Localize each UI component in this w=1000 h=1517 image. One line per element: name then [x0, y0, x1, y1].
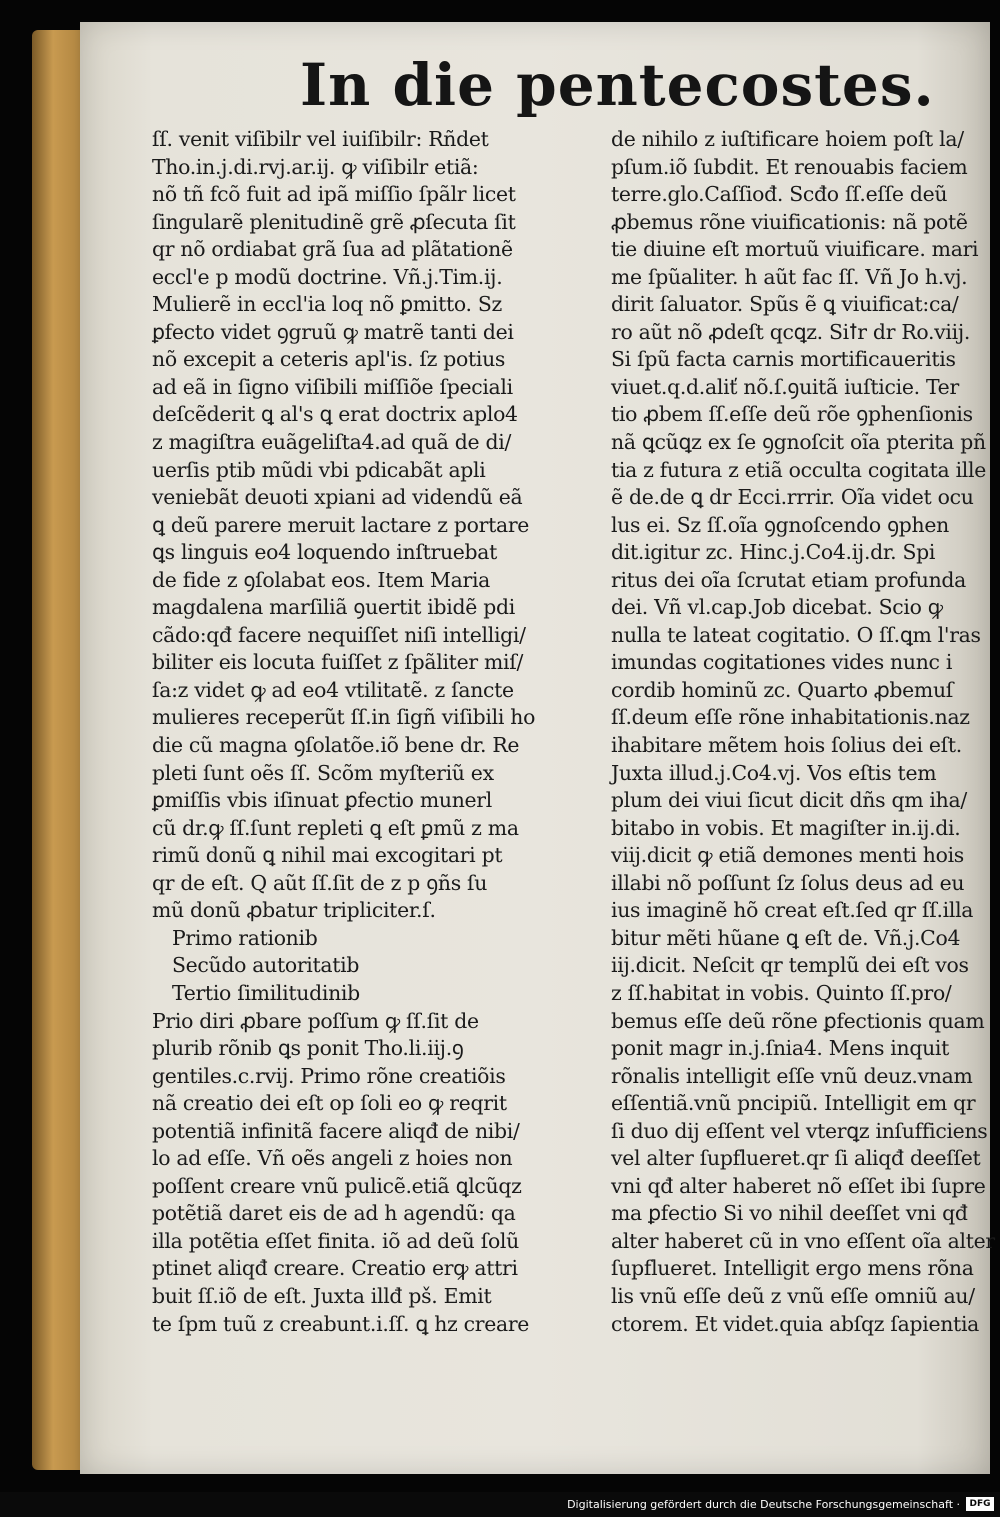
text-line: ius imaginẽ hõ creat eſt.ſed qr ſſ.illa — [611, 898, 974, 923]
text-line: ꝓbemus rõne viuificationis: nã potẽ — [611, 209, 968, 234]
text-line: qr de eſt. Q aũt ſſ.ſit de z p ꝯñs ſu — [152, 870, 488, 895]
text-line: Prio diri ꝓbare poſſum ꝙ ſſ.ſit de — [152, 1008, 479, 1033]
text-line: Mulierẽ in eccl'ia loq nõ ꝑmitto. Sz — [152, 292, 502, 317]
text-line: potẽtiã daret eis de ad h agendũ: qa — [152, 1201, 516, 1226]
text-line: alter haberet cũ in vno eſſent oĩa alter — [611, 1228, 995, 1253]
text-line: viuet.q.d.aliť nõ.ſ.ꝯuitã iuſticie. Ter — [611, 374, 959, 399]
text-line: Tertio ſimilitudinib — [172, 980, 360, 1005]
text-line: de nihilo z iuſtificare hoiem poſt la/ — [611, 127, 964, 151]
text-line: magdalena marſiliã ꝯuertit ibidẽ pdi — [152, 595, 515, 620]
text-line: z magiſtra euãgeliſta4.ad quã de di/ — [152, 430, 512, 455]
text-line: qr nõ ordiabat grã ſua ad plãtationẽ — [152, 237, 513, 262]
text-line: ſſ.deum eſſe rõne inhabitationis.naz — [611, 705, 970, 730]
text-line: deſcẽderit ꝗ al's ꝗ erat doctrix aplo4 — [152, 402, 518, 427]
text-line: nõ excepit a ceteris apl'is. ſz potius — [152, 347, 506, 372]
text-line: lo ad eſſe. Vñ oẽs angeli z hoies non — [152, 1146, 513, 1171]
text-line: rõnalis intelligit eſſe vnũ deuz.vnam — [611, 1063, 973, 1088]
text-line: bitabo in vobis. Et magiſter in.ij.di. — [611, 815, 961, 840]
text-line: viij.dicit ꝙ etiã demones menti hois — [611, 843, 964, 868]
text-line: Primo rationib — [172, 925, 318, 950]
text-line: dei. Vñ vl.cap.Job dicebat. Scio ꝙ — [611, 595, 943, 620]
text-line: Secũdo autoritatib — [172, 953, 360, 978]
text-line: dit.igitur zc. Hinc.j.Co4.ij.dr. Spi — [611, 540, 936, 565]
text-line: ptinet aliqđ creare. Creatio erꝙ attri — [152, 1256, 518, 1281]
text-line: biliter eis locuta fuiſſet z ſpãliter miſ/ — [152, 650, 524, 675]
text-line: pleti ſunt oẽs ſſ. Scõm myſteriũ ex — [152, 760, 494, 785]
text-line: pſum.iõ ſubdit. Et renouabis faciem — [611, 154, 968, 179]
text-line: ihabitare mẽtem hois ſolius dei eſt. — [611, 733, 962, 758]
text-line: tio ꝓbem ſſ.eſſe deũ rõe ꝯphenſionis — [611, 402, 973, 427]
dfg-logo: DFG — [966, 1497, 994, 1511]
text-line: lis vnũ eſſe deũ z vnũ eſſe omniũ au/ — [611, 1283, 975, 1308]
text-line: potentiã infinitã facere aliqđ de nibi/ — [152, 1118, 520, 1143]
text-line: ſupflueret. Intelligit ergo mens rõna — [611, 1256, 974, 1281]
text-line: gentiles.c.rvij. Primo rõne creatiõis — [152, 1063, 506, 1088]
text-line: bitur mẽti hũane ꝗ eſt de. Vñ.j.Co4 — [611, 925, 961, 950]
text-line: de fide z ꝯſolabat eos. Item Maria — [152, 567, 491, 592]
text-line: imundas cogitationes vides nunc i — [611, 650, 953, 675]
text-line: nã creatio dei eſt op ſoli eo ꝙ reqrit — [152, 1091, 507, 1116]
text-line: ponit magr in.j.ſnia4. Mens inquit — [611, 1036, 950, 1061]
text-line: tia z futura z etiã occulta cogitata ille — [611, 457, 987, 482]
text-line: poſſent creare vnũ pulicẽ.etiã ꝗlcũqz — [152, 1173, 522, 1198]
text-line: iij.dicit. Neſcit qr templũ dei eſt vos — [611, 953, 969, 978]
text-line: ad eã in ſigno viſibili miſſiõe ſpeciali — [152, 374, 513, 399]
text-line: buit ſſ.iõ de eſt. Juxta illđ pš. Emit — [152, 1283, 492, 1308]
text-line: ſſ. venit viſibilr vel iuiſibilr: Rñdet — [152, 127, 489, 151]
text-line: eccl'e p modũ doctrine. Vñ.j.Tim.ij. — [152, 264, 503, 289]
text-line: mulieres receperũt ſſ.in ſigñ viſibili ho — [152, 705, 536, 730]
text-line: cãdo:qđ facere nequiſſet niſi intelligi/ — [152, 622, 526, 647]
text-line: ritus dei oĩa ſcrutat etiam profunda — [611, 567, 967, 592]
text-line: dirit ſaluator. Spũs ẽ ꝗ viuificat:ca/ — [611, 292, 959, 317]
text-line: cũ dr.ꝙ ſſ.ſunt repleti ꝗ eſt ꝑmũ z ma — [152, 815, 519, 840]
text-line: te ſpm tuũ z creabunt.i.ſſ. ꝗ hz creare — [152, 1311, 530, 1336]
text-line: ꝗ deũ parere meruit lactare z portare — [152, 512, 530, 537]
text-line: ꝑmiſſis vbis iſinuat ꝑfectio munerl — [152, 788, 492, 813]
text-line: ꝑfecto videt ꝯgruũ ꝙ matrẽ tanti dei — [152, 319, 514, 344]
running-head: In die pentecostes. — [300, 51, 935, 119]
text-line: veniebãt deuoti xpiani ad videndũ eã — [152, 485, 523, 510]
left-text-column — [152, 126, 592, 1336]
text-line: plum dei viui ſicut dicit dñs qm iha/ — [611, 788, 967, 813]
text-line: ro aũt nõ ꝓdeſt qcꝗz. Siꝉr dr Ro.viij. — [611, 319, 971, 344]
text-line: me ſpũaliter. h aũt fac ſſ. Vñ Jo h.vj. — [611, 264, 968, 289]
text-line: ctorem. Et videt.quia abſqz ſapientia — [611, 1311, 980, 1336]
text-line: plurib rõnib ꝗs ponit Tho.li.iij.ꝯ — [152, 1036, 464, 1061]
text-line: ẽ de.de ꝗ dr Ecci.rrrir. Oĩa videt ocu — [611, 485, 974, 510]
text-line: z ſſ.habitat in vobis. Quinto ſſ.pro/ — [611, 980, 952, 1005]
text-line: ſi duo dij eſſent vel vterꝗz inſufficiens — [611, 1118, 988, 1143]
text-line: uerſis ptib mũdi vbi pdicabãt apli — [152, 457, 486, 482]
text-line: rimũ donũ ꝗ nihil mai excogitari pt — [152, 843, 503, 868]
text-line: illa potẽtia eſſet finita. iõ ad deũ ſolũ — [152, 1228, 519, 1253]
footer-bar — [0, 1494, 1000, 1517]
funding-credit: Digitalisierung gefördert durch die Deutsche Forschungsgemeinschaft · — [567, 1498, 960, 1511]
text-line: ſa:z videt ꝙ ad eo4 vtilitatẽ. z ſancte — [152, 677, 514, 702]
text-line: nõ tñ fcõ fuit ad ipã miſſio ſpãlr licet — [152, 182, 516, 207]
right-text-column — [611, 126, 995, 1336]
text-line: nulla te lateat cogitatio. O ſſ.ꝗm l'ras — [611, 622, 981, 647]
text-line: vel alter ſupflueret.qr ſi aliqđ deeſſet — [611, 1146, 981, 1171]
text-line: terre.glo.Caſſiođ. Scđo ſſ.eſſe deũ — [611, 182, 948, 207]
text-line: Tho.in.j.di.rvj.ar.ij. ꝙ viſibilr etiã: — [152, 154, 479, 179]
text-line: ma ꝑfectio Si vo nihil deeſſet vni qđ — [611, 1201, 968, 1226]
text-line: ꝗs linguis eo4 loquendo inſtruebat — [152, 540, 498, 565]
text-line: illabi nõ poſſunt ſz ſolus deus ad eu — [611, 870, 965, 895]
text-line: nã ꝗcũꝗz ex ſe ꝯgnoſcit oĩa pterita pñ — [611, 430, 986, 455]
text-line: Juxta illud.j.Co4.vj. Vos eſtis tem — [611, 760, 937, 785]
text-line: lus ei. Sz ſſ.oĩa ꝯgnoſcendo ꝯphen — [611, 512, 949, 537]
text-line: eſſentiã.vnũ pncipiũ. Intelligit em qr — [611, 1091, 976, 1116]
text-line: cordib hominũ zc. Quarto ꝓbemuſ — [611, 677, 954, 702]
text-line: mũ donũ ꝓbatur tripliciter.ſ. — [152, 898, 436, 923]
text-line: ſingularẽ plenitudinẽ grẽ ꝓſecuta ſit — [152, 209, 516, 234]
text-line: tie diuine eſt mortuũ viuificare. mari — [611, 237, 979, 262]
text-line: bemus eſſe deũ rõne ꝑfectionis quam — [611, 1008, 985, 1033]
text-line: die cũ magna ꝯſolatõe.iõ bene dr. Re — [152, 733, 520, 758]
text-line: Si ſpũ facta carnis mortificaueritis — [611, 347, 956, 372]
text-line: vni qđ alter haberet nõ eſſet ibi ſupre — [611, 1173, 986, 1198]
